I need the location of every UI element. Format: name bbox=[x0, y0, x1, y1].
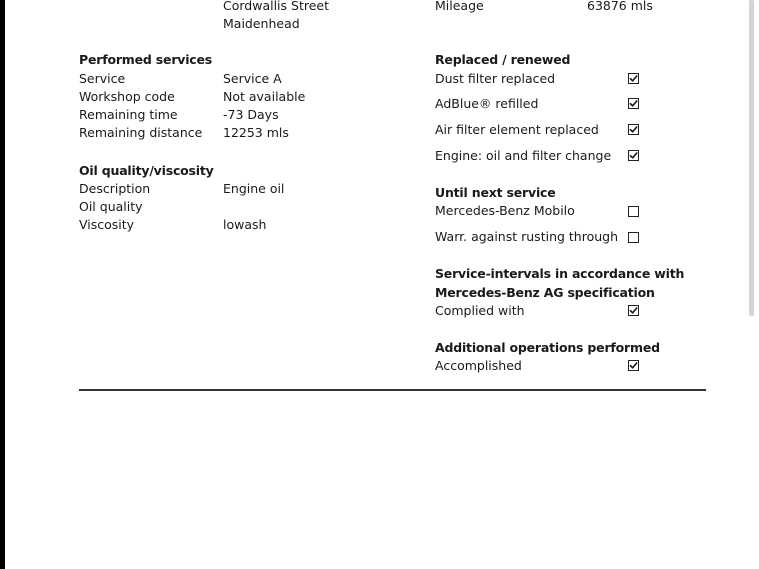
checkmark-icon bbox=[629, 151, 638, 160]
remaining-time-label: Remaining time bbox=[79, 107, 178, 122]
remaining-distance-value: 12253 mls bbox=[223, 125, 289, 140]
mobilo-label: Mercedes-Benz Mobilo bbox=[435, 203, 575, 218]
vertical-scrollbar[interactable] bbox=[749, 0, 754, 316]
viscosity-label: Viscosity bbox=[79, 217, 135, 232]
workshop-code-label: Workshop code bbox=[79, 89, 175, 104]
additional-heading: Additional operations performed bbox=[435, 340, 660, 355]
adblue-checkbox[interactable] bbox=[628, 98, 639, 109]
left-window-edge bbox=[0, 0, 5, 569]
service-value: Service A bbox=[223, 71, 282, 86]
oil-description-value: Engine oil bbox=[223, 181, 285, 196]
dust-filter-label: Dust filter replaced bbox=[435, 71, 556, 86]
complied-with-label: Complied with bbox=[435, 303, 525, 318]
mileage-value: 63876 mls bbox=[587, 0, 653, 13]
adblue-label: AdBlue® refilled bbox=[435, 96, 539, 111]
address-town: Maidenhead bbox=[223, 16, 300, 31]
performed-services-heading: Performed services bbox=[79, 52, 213, 67]
accomplished-label: Accomplished bbox=[435, 358, 522, 373]
oil-quality-heading: Oil quality/viscosity bbox=[79, 163, 214, 178]
rust-warranty-label: Warr. against rusting through bbox=[435, 229, 619, 244]
dust-filter-checkbox[interactable] bbox=[628, 73, 639, 84]
workshop-code-value: Not available bbox=[223, 89, 306, 104]
accomplished-checkbox[interactable] bbox=[628, 360, 639, 371]
intervals-heading-line2: Mercedes-Benz AG specification bbox=[435, 285, 655, 300]
remaining-time-value: -73 Days bbox=[223, 107, 279, 122]
address-street: Cordwallis Street bbox=[223, 0, 329, 13]
air-filter-label: Air filter element replaced bbox=[435, 122, 599, 137]
replaced-heading: Replaced / renewed bbox=[435, 52, 571, 67]
until-next-heading: Until next service bbox=[435, 185, 556, 200]
mileage-label: Mileage bbox=[435, 0, 484, 13]
checkmark-icon bbox=[629, 361, 638, 370]
checkmark-icon bbox=[629, 99, 638, 108]
remaining-distance-label: Remaining distance bbox=[79, 125, 203, 140]
rust-warranty-checkbox[interactable] bbox=[628, 232, 639, 243]
oil-change-label: Engine: oil and filter change bbox=[435, 148, 612, 163]
oil-description-label: Description bbox=[79, 181, 151, 196]
complied-with-checkbox[interactable] bbox=[628, 305, 639, 316]
viscosity-value: lowash bbox=[223, 217, 267, 232]
checkmark-icon bbox=[629, 125, 638, 134]
checkmark-icon bbox=[629, 306, 638, 315]
checkmark-icon bbox=[629, 74, 638, 83]
oil-quality-label: Oil quality bbox=[79, 199, 143, 214]
section-divider bbox=[79, 389, 706, 391]
service-label: Service bbox=[79, 71, 126, 86]
oil-change-checkbox[interactable] bbox=[628, 150, 639, 161]
mobilo-checkbox[interactable] bbox=[628, 206, 639, 217]
air-filter-checkbox[interactable] bbox=[628, 124, 639, 135]
intervals-heading-line1: Service-intervals in accordance with bbox=[435, 266, 685, 281]
